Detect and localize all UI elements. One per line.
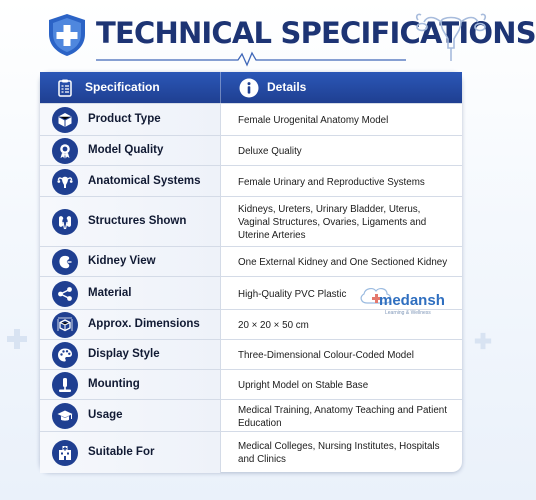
- table-row: [40, 399, 462, 432]
- spec-cell: [40, 310, 221, 340]
- cube-icon: [52, 107, 78, 133]
- uterus-icon: [52, 169, 78, 195]
- stand-icon: [52, 372, 78, 398]
- spec-label: Approx. Dimensions: [88, 318, 200, 330]
- spec-label: Suitable For: [88, 446, 155, 458]
- table-header: [40, 72, 462, 103]
- hospital-icon: [52, 440, 78, 466]
- table-row: [40, 246, 462, 277]
- quality-badge-icon: [52, 138, 78, 164]
- female-reproductive-organ-icon: [412, 6, 490, 66]
- spec-label: Structures Shown: [88, 215, 187, 227]
- graduation-cap-icon: [52, 403, 78, 429]
- spec-label: Anatomical Systems: [88, 175, 201, 187]
- svg-text:medansh: medansh: [379, 292, 445, 309]
- decorative-plus-icon: [6, 328, 28, 350]
- table-row: [40, 369, 462, 400]
- spec-cell: [40, 166, 221, 197]
- table-row: [40, 339, 462, 370]
- detail-value: Medical Training, Anatomy Teaching and Patient Education: [238, 405, 447, 429]
- column-header-specification: Specification: [85, 80, 160, 94]
- header-divider: [220, 72, 221, 103]
- spec-cell: [40, 197, 221, 247]
- info-icon: [239, 78, 259, 98]
- table-row: [40, 165, 462, 197]
- spec-label: Model Quality: [88, 144, 164, 156]
- kidney-icon: [52, 249, 78, 275]
- spec-cell: [40, 277, 221, 310]
- spec-label: Material: [88, 287, 132, 299]
- spec-cell: [40, 432, 221, 473]
- spec-cell: [40, 340, 221, 370]
- spec-cell: [40, 104, 221, 136]
- detail-value: Deluxe Quality: [238, 146, 302, 157]
- table-row: [40, 103, 462, 136]
- kidneys-icon: [52, 209, 78, 235]
- detail-value: Female Urogenital Anatomy Model: [238, 115, 389, 126]
- detail-value: Female Urinary and Reproductive Systems: [238, 177, 425, 188]
- medansh-logo: [357, 283, 445, 319]
- detail-value: Kidneys, Ureters, Urinary Bladder, Uterus, Vaginal Structures, Ovaries, Ligaments and Uterine Arteries: [238, 204, 427, 241]
- specifications-table: [40, 72, 462, 472]
- table-row: [40, 196, 462, 247]
- detail-value: High-Quality PVC Plastic: [238, 289, 347, 300]
- share-nodes-icon: [52, 281, 78, 307]
- detail-value: One External Kidney and One Sectioned Kidney: [238, 257, 448, 268]
- table-row: [40, 135, 462, 166]
- spec-cell: [40, 400, 221, 432]
- spec-label: Product Type: [88, 113, 161, 125]
- clipboard-list-icon: [55, 78, 75, 98]
- page-header: [0, 0, 536, 68]
- spec-label: Mounting: [88, 378, 140, 390]
- spec-label: Kidney View: [88, 255, 156, 267]
- page-title: TECHNICAL SPECIFICATIONS: [96, 16, 536, 50]
- spec-label: Usage: [88, 409, 123, 421]
- detail-value: 20 × 20 × 50 cm: [238, 320, 309, 331]
- dimensions-cube-icon: [52, 312, 78, 338]
- table-row: [40, 431, 462, 473]
- detail-value: Medical Colleges, Nursing Institutes, Hospitals and Clinics: [238, 441, 440, 465]
- medical-shield-icon: [47, 13, 87, 57]
- spec-cell: [40, 247, 221, 277]
- svg-text:Learning & Wellness: Learning & Wellness: [385, 310, 431, 316]
- palette-icon: [52, 342, 78, 368]
- spec-cell: [40, 136, 221, 166]
- column-header-details: Details: [267, 80, 307, 94]
- heartbeat-line-icon: [96, 52, 406, 66]
- spec-cell: [40, 370, 221, 400]
- spec-label: Display Style: [88, 348, 160, 360]
- decorative-plus-icon: [474, 332, 492, 350]
- detail-value: Three-Dimensional Colour-Coded Model: [238, 350, 414, 361]
- detail-value: Upright Model on Stable Base: [238, 380, 369, 391]
